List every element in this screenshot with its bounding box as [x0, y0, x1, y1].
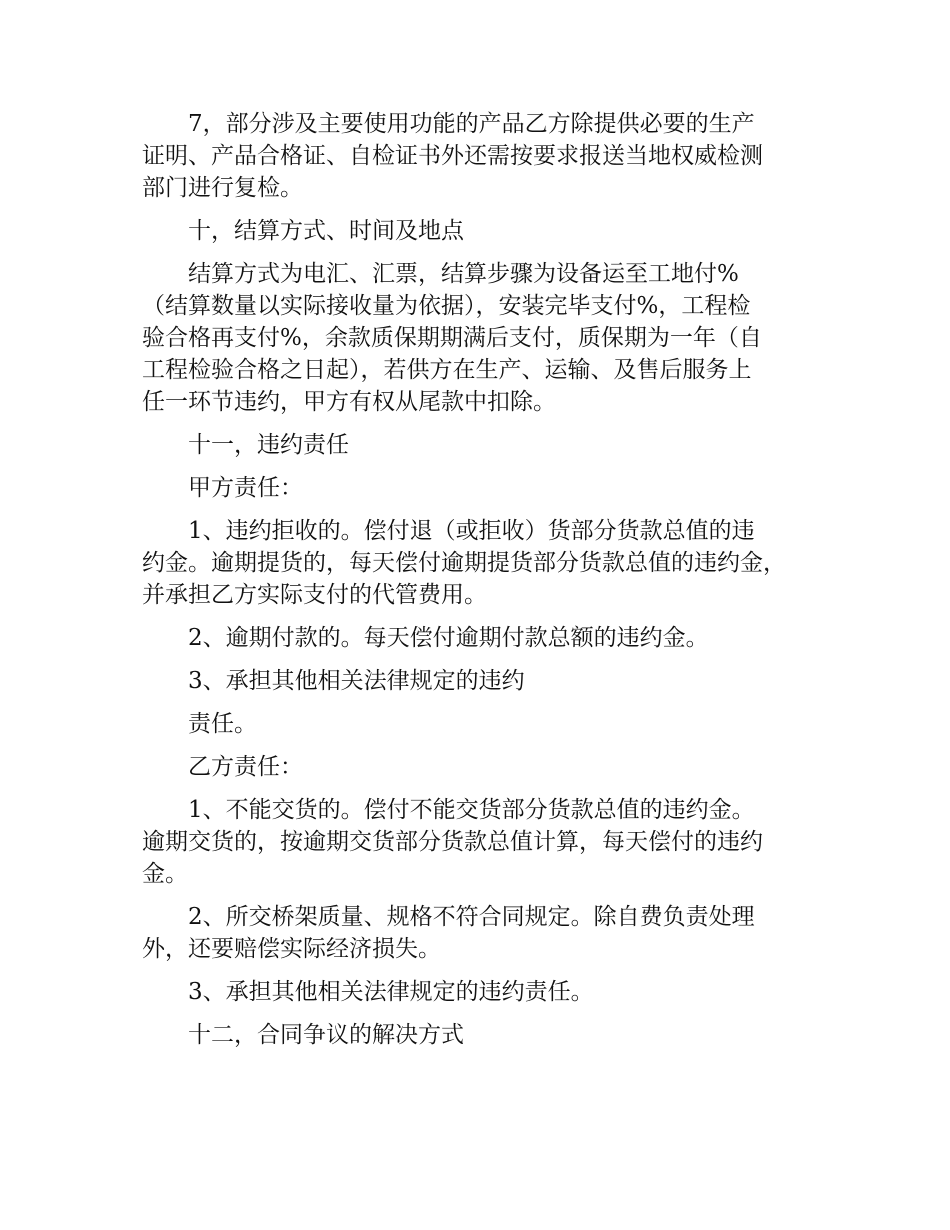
paragraph-party-b-3	[142, 976, 832, 1008]
text-line: 任一环节违约，甲方有权从尾款中扣除。	[142, 389, 556, 415]
text-line: 验合格再支付%，余款质保期期满后支付，质保期为一年（自	[142, 325, 762, 351]
text-line: 逾期交货的，按逾期交货部分货款总值计算，每天偿付的违约	[142, 829, 763, 855]
text-line: 证明、产品合格证、自检证书外还需按要求报送当地权威检测	[142, 143, 763, 169]
text-line: 外，还要赔偿实际经济损失。	[142, 936, 441, 962]
paragraph-party-a-3	[142, 665, 832, 697]
text-line: 2、所交桥架质量、规格不符合同规定。除自费负责处理	[188, 904, 755, 930]
text-line: 责任。	[188, 711, 257, 737]
paragraph-party-a-1	[142, 515, 832, 611]
paragraph-party-b-2	[142, 901, 832, 965]
text-line: 3、承担其他相关法律规定的违约	[188, 668, 525, 694]
text-line: （结算数量以实际接收量为依据），安装完毕支付%，工程检	[142, 293, 751, 319]
text-line: 2、逾期付款的。每天偿付逾期付款总额的违约金。	[188, 625, 709, 651]
text-line: 十二，合同争议的解决方式	[188, 1022, 464, 1048]
text-line: 工程检验合格之日起），若供方在生产、运输、及售后服务上	[142, 357, 752, 383]
text-line: 金。	[142, 861, 188, 887]
text-line: 并承担乙方实际支付的代管费用。	[142, 582, 487, 608]
text-line: 约金。逾期提货的，每天偿付逾期提货部分货款总值的违约金，	[142, 550, 786, 576]
text-line: 1、违约拒收的。偿付退（或拒收）货部分货款总值的违	[188, 518, 755, 544]
section-heading-dispute	[142, 1019, 832, 1051]
text-line: 3、承担其他相关法律规定的违约责任。	[188, 979, 594, 1005]
text-line: 结算方式为电汇、汇票，结算步骤为设备运至工地付%	[188, 261, 739, 287]
paragraph-party-a-2	[142, 622, 832, 654]
text-line: 十一，违约责任	[188, 432, 349, 458]
subheading-party-b	[142, 751, 832, 783]
section-heading-settlement	[142, 215, 832, 247]
paragraph-party-b-1	[142, 794, 832, 890]
paragraph-settlement	[142, 258, 832, 418]
text-line: 十，结算方式、时间及地点	[188, 218, 464, 244]
text-line: 甲方责任：	[188, 475, 303, 501]
section-heading-breach	[142, 429, 832, 461]
subheading-party-a	[142, 472, 832, 504]
text-line: 部门进行复检。	[142, 175, 303, 201]
text-line: 7，部分涉及主要使用功能的产品乙方除提供必要的生产	[188, 111, 755, 137]
paragraph-item-7	[142, 108, 832, 204]
document-page	[142, 108, 832, 1062]
paragraph-party-a-3-cont	[142, 708, 832, 740]
text-line: 1、不能交货的。偿付不能交货部分货款总值的违约金。	[188, 797, 755, 823]
text-line: 乙方责任：	[188, 754, 303, 780]
